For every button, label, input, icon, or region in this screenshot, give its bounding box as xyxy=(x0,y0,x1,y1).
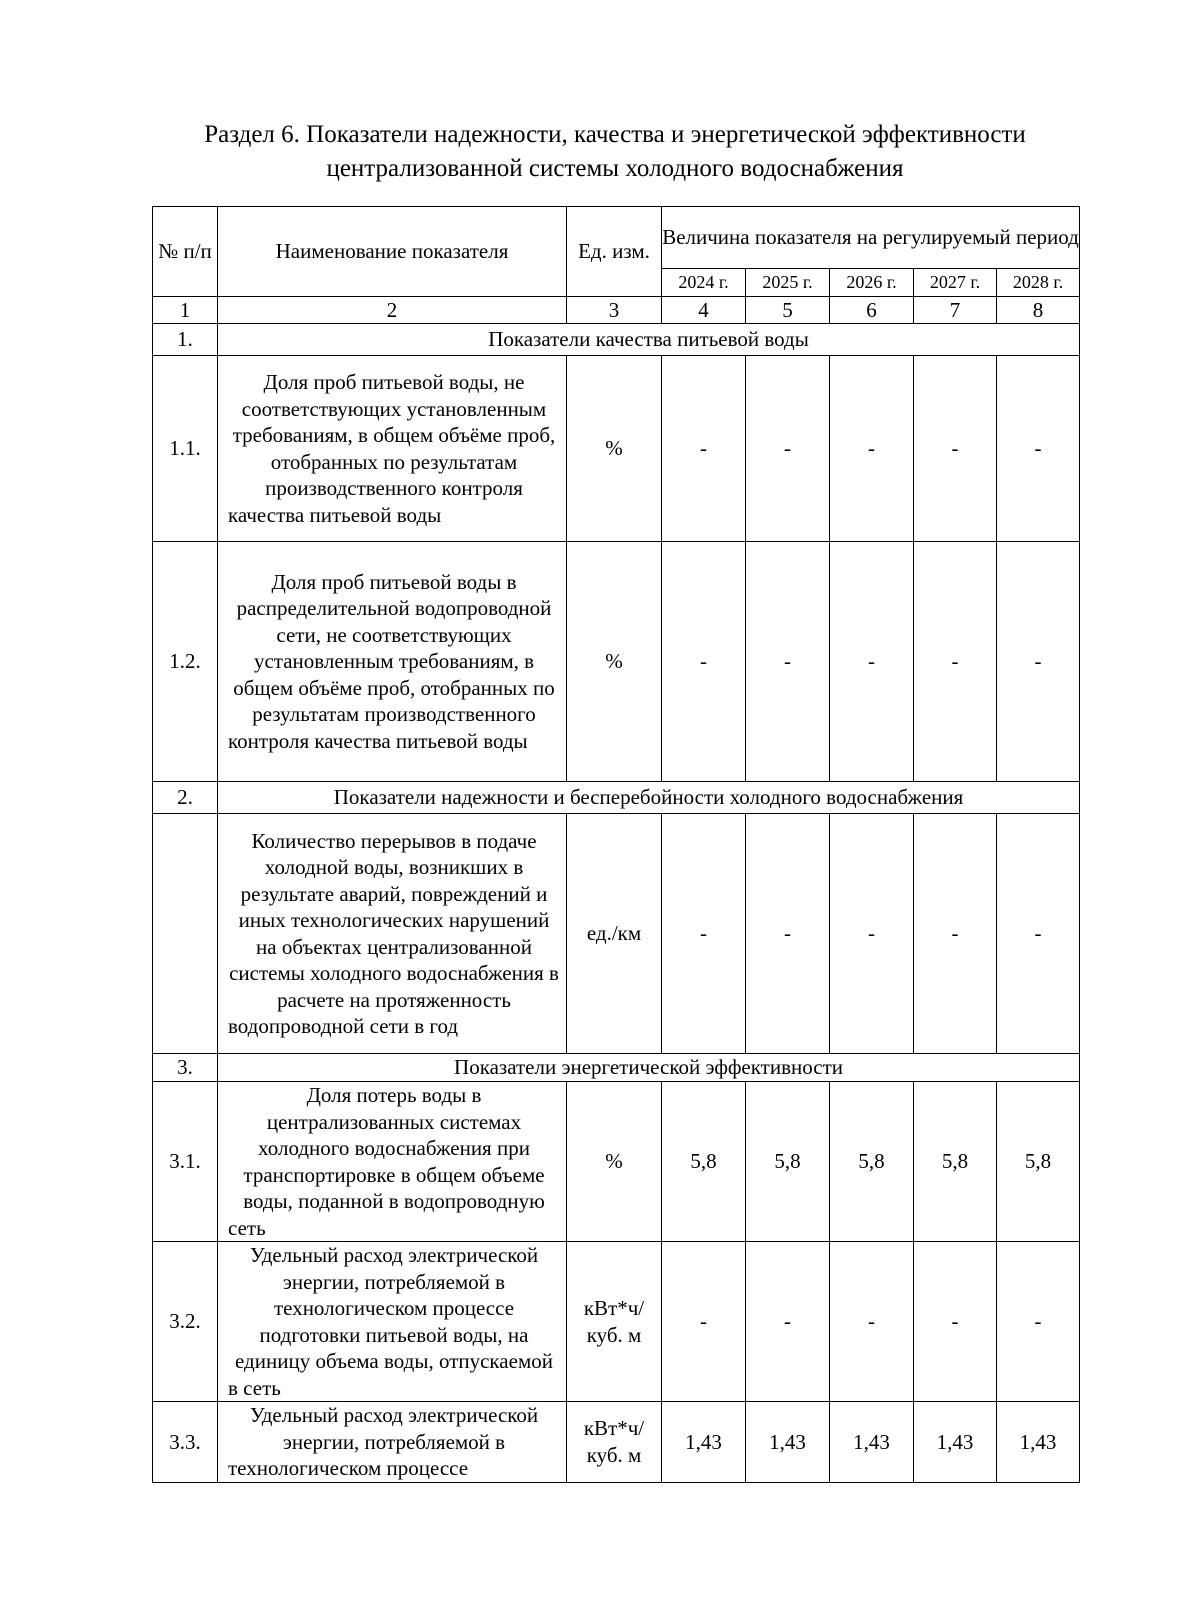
column-number: 2 xyxy=(218,296,567,324)
row-value: - xyxy=(830,814,914,1054)
header-period: Величина показателя на регулируемый период xyxy=(662,207,1080,269)
table-row xyxy=(153,814,1080,1054)
row-name: Доля проб питьевой воды в распределительной водопроводной сети, не соответствующих установленным требованиям, в общем объёме проб, отобранных по результатам производственного контроля качества питьевой воды xyxy=(218,542,567,782)
row-num xyxy=(153,814,218,1054)
row-value: 5,8 xyxy=(997,1082,1080,1242)
document-title xyxy=(150,118,1080,186)
row-unit: кВт*ч/ куб. м xyxy=(567,1402,662,1483)
row-num: 3.2. xyxy=(153,1242,218,1402)
header-year: 2025 г. xyxy=(746,269,830,297)
row-unit: кВт*ч/ куб. м xyxy=(567,1242,662,1402)
column-number: 4 xyxy=(662,296,746,324)
table-row xyxy=(153,1082,1080,1242)
row-unit: % xyxy=(567,1082,662,1242)
column-number: 1 xyxy=(153,296,218,324)
row-value: 1,43 xyxy=(662,1402,746,1483)
column-number: 6 xyxy=(830,296,914,324)
row-name: Удельный расход электрической энергии, потребляемой в технологическом процессе xyxy=(218,1402,567,1483)
column-number: 7 xyxy=(914,296,997,324)
section-title: Показатели энергетической эффективности xyxy=(218,1054,1080,1082)
row-value: - xyxy=(746,542,830,782)
row-name: Удельный расход электрической энергии, потребляемой в технологическом процессе подготовки питьевой воды, на единицу объема воды, отпускаемой в сеть xyxy=(218,1242,567,1402)
section-num: 1. xyxy=(153,324,218,356)
row-value: - xyxy=(746,356,830,542)
row-num: 3.3. xyxy=(153,1402,218,1483)
indicators-table xyxy=(152,206,1080,1483)
title-line-2: централизованной системы холодного водоснабжения xyxy=(326,155,904,182)
row-value: - xyxy=(914,814,997,1054)
header-year: 2024 г. xyxy=(662,269,746,297)
row-num: 1.1. xyxy=(153,356,218,542)
row-value: - xyxy=(746,814,830,1054)
row-value: - xyxy=(662,814,746,1054)
header-year: 2028 г. xyxy=(997,269,1080,297)
section-title: Показатели надежности и бесперебойности холодного водоснабжения xyxy=(218,782,1080,814)
row-num: 3.1. xyxy=(153,1082,218,1242)
section-row xyxy=(153,324,1080,356)
column-number: 3 xyxy=(567,296,662,324)
section-title: Показатели качества питьевой воды xyxy=(218,324,1080,356)
row-name: Доля потерь воды в централизованных системах холодного водоснабжения при транспортировке в общем объеме воды, поданной в водопроводную сеть xyxy=(218,1082,567,1242)
row-value: - xyxy=(914,356,997,542)
column-number: 8 xyxy=(997,296,1080,324)
row-value: - xyxy=(914,1242,997,1402)
table-row xyxy=(153,542,1080,782)
table-row xyxy=(153,356,1080,542)
row-value: - xyxy=(746,1242,830,1402)
header-unit: Ед. изм. xyxy=(567,207,662,297)
header-name: Наименование показателя xyxy=(218,207,567,297)
section-num: 3. xyxy=(153,1054,218,1082)
row-value: - xyxy=(830,542,914,782)
row-value: - xyxy=(997,356,1080,542)
row-unit: % xyxy=(567,542,662,782)
row-value: - xyxy=(662,542,746,782)
header-year: 2027 г. xyxy=(914,269,997,297)
table-row xyxy=(153,1242,1080,1402)
row-value: 1,43 xyxy=(746,1402,830,1483)
row-value: - xyxy=(997,542,1080,782)
table-row xyxy=(153,1402,1080,1483)
row-value: 5,8 xyxy=(746,1082,830,1242)
row-name: Доля проб питьевой воды, не соответствующих установленным требованиям, в общем объёме проб, отобранных по результатам производственного контроля качества питьевой воды xyxy=(218,356,567,542)
row-num: 1.2. xyxy=(153,542,218,782)
section-row xyxy=(153,1054,1080,1082)
row-unit: ед./км xyxy=(567,814,662,1054)
row-value: 5,8 xyxy=(662,1082,746,1242)
row-unit: % xyxy=(567,356,662,542)
header-year: 2026 г. xyxy=(830,269,914,297)
section-row xyxy=(153,782,1080,814)
row-value: 1,43 xyxy=(914,1402,997,1483)
row-name: Количество перерывов в подаче холодной воды, возникших в результате аварий, повреждений и иных технологических нарушений на объектах централизованной системы холодного водоснабжения в расчете на протяженность водопроводной сети в год xyxy=(218,814,567,1054)
row-value: - xyxy=(662,1242,746,1402)
row-value: - xyxy=(914,542,997,782)
row-value: - xyxy=(997,814,1080,1054)
row-value: - xyxy=(830,1242,914,1402)
row-value: - xyxy=(662,356,746,542)
row-value: 5,8 xyxy=(830,1082,914,1242)
row-value: - xyxy=(830,356,914,542)
column-number: 5 xyxy=(746,296,830,324)
row-value: 5,8 xyxy=(914,1082,997,1242)
row-value: 1,43 xyxy=(997,1402,1080,1483)
section-num: 2. xyxy=(153,782,218,814)
row-value: - xyxy=(997,1242,1080,1402)
title-line-1: Раздел 6. Показатели надежности, качества и энергетической эффективности xyxy=(204,121,1026,148)
header-num: № п/п xyxy=(153,207,218,297)
row-value: 1,43 xyxy=(830,1402,914,1483)
